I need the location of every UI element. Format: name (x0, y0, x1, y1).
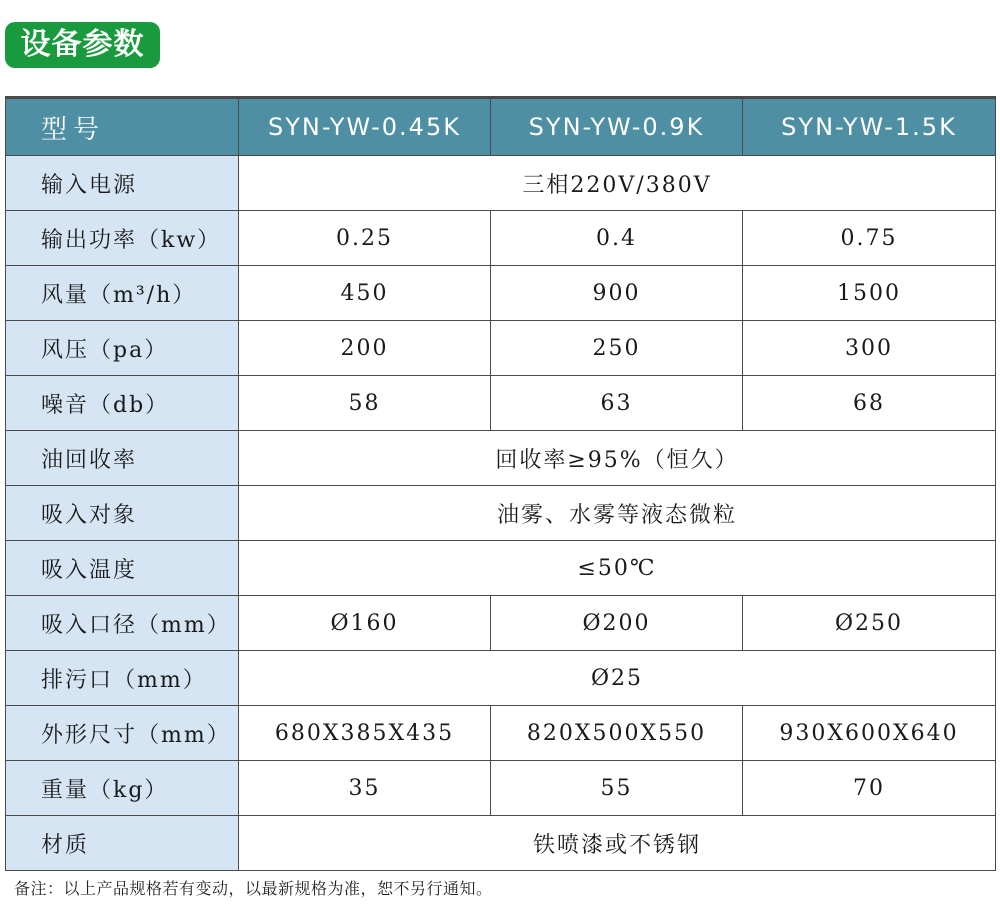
row-value: 63 (491, 376, 743, 431)
row-label: 风量（m³/h） (6, 266, 239, 321)
row-value: 68 (743, 376, 996, 431)
row-value: 250 (491, 321, 743, 376)
row-label: 输入电源 (6, 156, 239, 211)
row-value: 300 (743, 321, 996, 376)
row-label: 材质 (6, 816, 239, 871)
row-label: 吸入口径（mm） (6, 596, 239, 651)
spec-table (5, 96, 996, 871)
row-label: 输出功率（kw） (6, 211, 239, 266)
header-model: SYN-YW-0.9K (491, 98, 743, 156)
table-row (6, 486, 996, 541)
table-row (6, 541, 996, 596)
table-row (6, 651, 996, 706)
footnote: 备注：以上产品规格若有变动，以最新规格为准，恕不另行通知。 (14, 879, 493, 898)
row-value: 1500 (743, 266, 996, 321)
row-value: 450 (239, 266, 491, 321)
row-value: 58 (239, 376, 491, 431)
row-label: 外形尺寸（mm） (6, 706, 239, 761)
table-row (6, 211, 996, 266)
row-value-merged: 油雾、水雾等液态微粒 (239, 486, 996, 541)
table-row (6, 156, 996, 211)
table-row (6, 816, 996, 871)
row-value-merged: ≤50℃ (239, 541, 996, 596)
header-model: SYN-YW-0.45K (239, 98, 491, 156)
row-value: 0.4 (491, 211, 743, 266)
row-value-merged: 铁喷漆或不锈钢 (239, 816, 996, 871)
row-label: 重量（kg） (6, 761, 239, 816)
row-value-merged: 回收率≥95%（恒久） (239, 431, 996, 486)
row-value-merged: 三相220V/380V (239, 156, 996, 211)
row-value: 0.75 (743, 211, 996, 266)
table-row (6, 376, 996, 431)
table-row (6, 706, 996, 761)
row-value: 55 (491, 761, 743, 816)
row-value: Ø250 (743, 596, 996, 651)
row-label: 油回收率 (6, 431, 239, 486)
row-value: 680X385X435 (239, 706, 491, 761)
header-label: 型号 (6, 98, 239, 156)
row-value: 930X600X640 (743, 706, 996, 761)
header-model: SYN-YW-1.5K (743, 98, 996, 156)
row-label: 排污口（mm） (6, 651, 239, 706)
table-header-row (6, 98, 996, 156)
row-value: 35 (239, 761, 491, 816)
row-value: 200 (239, 321, 491, 376)
row-value: Ø160 (239, 596, 491, 651)
row-value: Ø200 (491, 596, 743, 651)
table-row (6, 266, 996, 321)
row-value: 0.25 (239, 211, 491, 266)
table-row (6, 761, 996, 816)
row-label: 风压（pa） (6, 321, 239, 376)
row-value: 900 (491, 266, 743, 321)
table-row (6, 596, 996, 651)
page-title: 设备参数 (5, 22, 160, 68)
table-row (6, 431, 996, 486)
row-value: 820X500X550 (491, 706, 743, 761)
row-label: 吸入对象 (6, 486, 239, 541)
row-value: 70 (743, 761, 996, 816)
row-value-merged: Ø25 (239, 651, 996, 706)
row-label: 噪音（db） (6, 376, 239, 431)
row-label: 吸入温度 (6, 541, 239, 596)
table-row (6, 321, 996, 376)
